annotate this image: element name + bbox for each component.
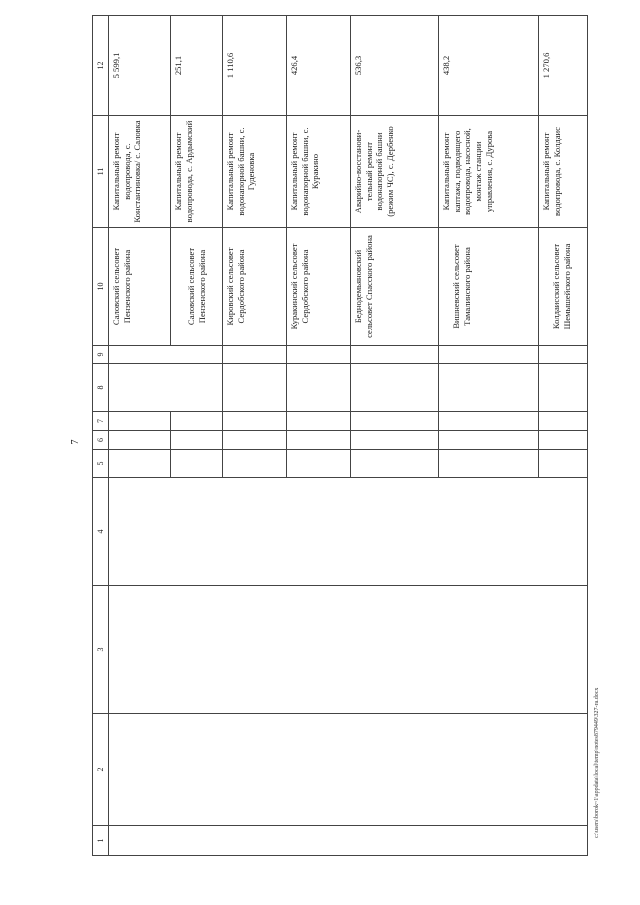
table-row	[109, 16, 171, 856]
column-number: 10	[93, 228, 109, 346]
cell-col7	[351, 412, 439, 431]
cell-amount: 438,2	[439, 16, 539, 116]
cell-col7	[223, 412, 287, 431]
cell-col4	[109, 478, 588, 586]
cell-col9	[539, 346, 588, 364]
cell-amount: 1 270,6	[539, 16, 588, 116]
cell-municipality: Кировский сельсовет Сердобского района	[223, 228, 287, 346]
cell-col9	[223, 346, 287, 364]
cell-col6	[287, 431, 351, 450]
cell-col7	[539, 412, 588, 431]
cell-work-description: Аварийно-восстанови-тельный ремонт водонапорной башни (режим ЧС), с. Дербенко	[351, 116, 439, 228]
cell-municipality: Колдаисский сельсовет Шемышейского района	[539, 228, 588, 346]
cell-col2	[109, 714, 588, 826]
cell-work-description: Капитальный ремонт водонапорной башни, с. Гуденовка	[223, 116, 287, 228]
page-number: 7	[70, 439, 81, 445]
cell-col8	[351, 364, 439, 412]
cell-municipality: Куракинский сельсовет Сердобского района	[287, 228, 351, 346]
cell-col7	[109, 412, 171, 431]
program-table	[92, 15, 588, 856]
cell-amount: 5 599,1	[109, 16, 171, 116]
cell-municipality: Саловский сельсовет Пензенского района	[109, 228, 171, 346]
cell-work-description: Капитальный ремонт водопровода, с. Ардымский	[171, 116, 223, 228]
column-number: 12	[93, 16, 109, 116]
cell-col8	[109, 364, 223, 412]
cell-col8	[287, 364, 351, 412]
cell-col8	[439, 364, 539, 412]
file-path-footer: c:\users\borok~1\appdata\local\temp\notes879449\327-ra.docx	[594, 687, 600, 838]
column-number: 6	[93, 431, 109, 450]
cell-col9	[109, 346, 223, 364]
cell-col5	[109, 450, 171, 478]
cell-col1	[109, 826, 588, 856]
cell-amount: 1 110,6	[223, 16, 287, 116]
cell-col8	[223, 364, 287, 412]
cell-col6	[223, 431, 287, 450]
cell-municipality: Саловский сельсовет Пензенского района	[171, 228, 223, 346]
cell-work-description: Капитальный ремонт водопровода, с. Колдаис	[539, 116, 588, 228]
cell-col7	[171, 412, 223, 431]
cell-col7	[439, 412, 539, 431]
cell-col6	[351, 431, 439, 450]
cell-col5	[287, 450, 351, 478]
cell-work-description: Капитальный ремонт каптажа, подводящего водопровода, насосной, монтаж станции управления, с. Дурова	[439, 116, 539, 228]
column-number: 1	[93, 826, 109, 856]
column-number: 2	[93, 714, 109, 826]
cell-municipality: Вишневский сельсовет Тамалинского района	[439, 228, 539, 346]
cell-col5	[539, 450, 588, 478]
cell-col5	[171, 450, 223, 478]
cell-col3	[109, 586, 588, 714]
column-number-row	[93, 16, 109, 856]
column-number: 7	[93, 412, 109, 431]
cell-amount: 536,3	[351, 16, 439, 116]
column-number: 5	[93, 450, 109, 478]
cell-col6	[539, 431, 588, 450]
rotated-table-wrapper	[92, 16, 588, 856]
cell-amount: 426,4	[287, 16, 351, 116]
cell-amount: 251,1	[171, 16, 223, 116]
column-number: 4	[93, 478, 109, 586]
cell-work-description: Капитальный ремонт водопровода, с. Константиновка/ с. Саловка	[109, 116, 171, 228]
cell-municipality: Беднодемьяновский сельсовет Спасского района	[351, 228, 439, 346]
cell-col6	[109, 431, 171, 450]
cell-work-description: Капитальный ремонт водонапорной башни, с. Куракино	[287, 116, 351, 228]
column-number: 11	[93, 116, 109, 228]
cell-col9	[287, 346, 351, 364]
column-number: 8	[93, 364, 109, 412]
cell-col7	[287, 412, 351, 431]
cell-col6	[439, 431, 539, 450]
column-number: 9	[93, 346, 109, 364]
cell-col6	[171, 431, 223, 450]
cell-col5	[351, 450, 439, 478]
cell-col5	[439, 450, 539, 478]
cell-col5	[223, 450, 287, 478]
cell-col9	[439, 346, 539, 364]
cell-col9	[351, 346, 439, 364]
cell-col8	[539, 364, 588, 412]
column-number: 3	[93, 586, 109, 714]
